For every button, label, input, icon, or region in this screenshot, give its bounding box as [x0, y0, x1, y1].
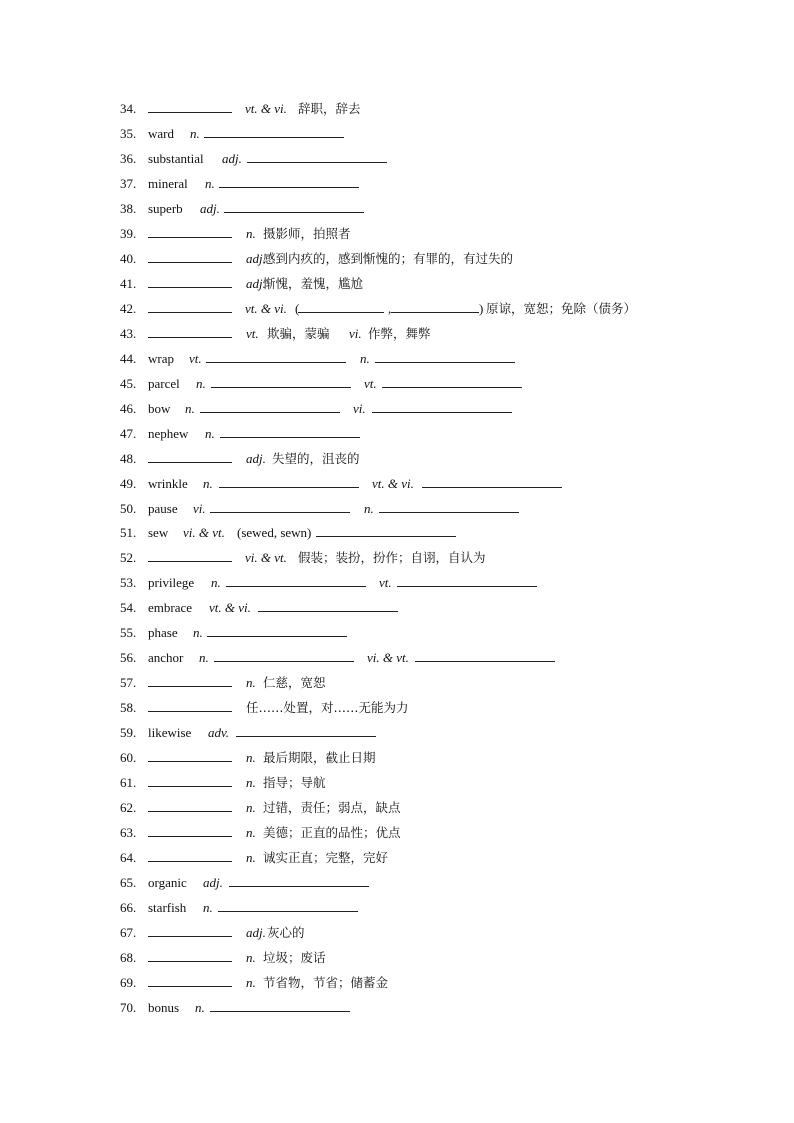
item-number: 54. — [120, 600, 137, 616]
part-of-speech: n. — [185, 400, 195, 416]
part-of-speech: vi. — [349, 325, 362, 341]
item-number: 40. — [120, 250, 137, 266]
inline-text: (sewed, sewn) — [237, 525, 312, 541]
answer-blank[interactable] — [207, 622, 347, 637]
chinese-meaning: 指导；导航 — [263, 775, 326, 791]
item-number: 58. — [120, 700, 137, 716]
chinese-meaning: 原谅，宽恕；免除（债务） — [486, 300, 637, 316]
english-word: pause — [148, 500, 178, 516]
item-number: 56. — [120, 650, 137, 666]
part-of-speech: vi. & vt. — [183, 525, 225, 541]
answer-blank[interactable] — [422, 473, 562, 488]
answer-blank[interactable] — [382, 373, 522, 388]
part-of-speech: adj. — [246, 275, 266, 291]
inline-text: ) — [479, 300, 484, 316]
english-word: mineral — [148, 175, 188, 191]
item-number: 61. — [120, 775, 137, 791]
chinese-meaning: 美德；正直的品性；优点 — [263, 825, 401, 841]
answer-blank[interactable] — [206, 348, 346, 363]
part-of-speech: adv. — [208, 725, 230, 741]
part-of-speech: vt. — [379, 575, 392, 591]
item-number: 41. — [120, 275, 137, 291]
part-of-speech: n. — [190, 125, 200, 141]
answer-blank[interactable] — [148, 947, 232, 962]
english-word: phase — [148, 625, 178, 641]
part-of-speech: vt. & vi. — [245, 101, 287, 116]
answer-blank[interactable] — [219, 173, 359, 188]
item-number: 63. — [120, 825, 137, 841]
answer-blank[interactable] — [226, 572, 366, 587]
item-number: 46. — [120, 400, 137, 416]
english-word: bonus — [148, 999, 180, 1015]
answer-blank[interactable] — [148, 223, 232, 238]
answer-blank[interactable] — [148, 697, 232, 712]
chinese-meaning: 垃圾；废话 — [263, 949, 326, 965]
item-number: 52. — [120, 550, 137, 566]
answer-blank[interactable] — [148, 797, 232, 812]
item-number: 59. — [120, 725, 137, 741]
part-of-speech: vt. & vi. — [245, 300, 287, 316]
item-number: 49. — [120, 475, 137, 491]
answer-blank[interactable] — [148, 772, 232, 787]
answer-blank[interactable] — [148, 747, 232, 762]
item-number: 60. — [120, 750, 137, 766]
item-number: 68. — [120, 949, 137, 965]
chinese-meaning: 诚实正直；完整，完好 — [263, 850, 389, 866]
answer-blank[interactable] — [397, 572, 537, 587]
answer-blank[interactable] — [236, 722, 376, 737]
english-word: organic — [148, 875, 187, 891]
item-number: 43. — [120, 325, 137, 341]
part-of-speech: n. — [211, 575, 221, 591]
item-number: 37. — [120, 175, 137, 191]
chinese-meaning: 任……处置，对……无能为力 — [246, 700, 409, 716]
english-word: ward — [148, 125, 174, 141]
part-of-speech: vt. — [189, 350, 202, 366]
chinese-meaning: 作弊，舞弊 — [368, 325, 431, 341]
part-of-speech: adj. — [203, 875, 223, 891]
answer-blank[interactable] — [148, 273, 232, 288]
english-word: substantial — [148, 150, 204, 166]
english-word: sew — [148, 525, 169, 541]
item-number: 39. — [120, 225, 137, 241]
part-of-speech: n. — [246, 775, 256, 791]
answer-blank[interactable] — [210, 498, 350, 513]
part-of-speech: vi. & vt. — [367, 650, 409, 666]
answer-blank[interactable] — [200, 398, 340, 413]
part-of-speech: vi. — [193, 500, 206, 516]
part-of-speech: n. — [360, 350, 370, 366]
english-word: embrace — [148, 600, 193, 616]
part-of-speech: n. — [193, 625, 203, 641]
answer-blank[interactable] — [316, 522, 456, 537]
part-of-speech: n. — [246, 750, 256, 766]
part-of-speech: vt. — [364, 375, 377, 391]
chinese-meaning: 过错，责任；弱点，缺点 — [263, 800, 401, 816]
part-of-speech: n. — [246, 225, 256, 241]
item-number: 53. — [120, 575, 137, 591]
part-of-speech: adj. — [222, 150, 242, 166]
answer-blank[interactable] — [148, 448, 232, 463]
item-number: 38. — [120, 200, 137, 216]
part-of-speech: vi. & vt. — [245, 550, 287, 566]
chinese-meaning: 失望的，沮丧的 — [272, 450, 360, 466]
part-of-speech: adj. — [246, 450, 266, 466]
answer-blank[interactable] — [229, 872, 369, 887]
answer-blank[interactable] — [218, 897, 358, 912]
item-number: 47. — [120, 425, 137, 441]
part-of-speech: vi. — [353, 400, 366, 416]
part-of-speech: n. — [246, 850, 256, 866]
part-of-speech: n. — [196, 375, 206, 391]
answer-blank[interactable] — [148, 323, 232, 338]
answer-blank[interactable] — [204, 123, 344, 138]
item-number: 51. — [120, 525, 137, 541]
answer-blank[interactable] — [375, 348, 515, 363]
item-number: 34. — [120, 101, 137, 116]
chinese-meaning: 辞职，辞去 — [298, 101, 361, 116]
answer-blank[interactable] — [148, 298, 232, 313]
item-number: 45. — [120, 375, 137, 391]
chinese-meaning: 摄影师，拍照者 — [263, 225, 351, 241]
answer-blank[interactable] — [148, 547, 232, 562]
answer-blank[interactable] — [372, 398, 512, 413]
english-word: superb — [148, 200, 183, 216]
part-of-speech: vt. — [246, 325, 259, 341]
english-word: bow — [148, 400, 171, 416]
answer-blank[interactable] — [148, 672, 232, 687]
answer-blank[interactable] — [219, 473, 359, 488]
answer-blank[interactable] — [247, 148, 387, 163]
answer-blank[interactable] — [214, 647, 354, 662]
part-of-speech: n. — [199, 650, 209, 666]
answer-blank[interactable] — [379, 498, 519, 513]
inline-text: ( — [295, 300, 300, 316]
item-number: 64. — [120, 850, 137, 866]
item-number: 55. — [120, 625, 137, 641]
part-of-speech: n. — [246, 974, 256, 990]
english-word: parcel — [148, 375, 180, 391]
answer-blank[interactable] — [210, 997, 350, 1012]
part-of-speech: n. — [364, 500, 374, 516]
item-number: 44. — [120, 350, 137, 366]
item-number: 62. — [120, 800, 137, 816]
chinese-meaning: 灰心的 — [267, 925, 305, 940]
answer-blank[interactable] — [258, 597, 398, 612]
chinese-meaning: 仁慈，宽恕 — [263, 675, 326, 691]
answer-blank[interactable] — [148, 847, 232, 862]
part-of-speech: adj. — [246, 250, 266, 266]
item-number: 36. — [120, 150, 137, 166]
answer-blank[interactable] — [220, 423, 360, 438]
part-of-speech: n. — [205, 425, 215, 441]
answer-blank[interactable] — [148, 922, 232, 937]
answer-blank[interactable] — [298, 298, 384, 313]
chinese-meaning: 惭愧，羞愧，尴尬 — [263, 275, 364, 291]
answer-blank[interactable] — [211, 373, 351, 388]
part-of-speech: n. — [246, 949, 256, 965]
english-word: starfish — [148, 900, 187, 916]
chinese-meaning: 最后期限，截止日期 — [263, 750, 376, 766]
chinese-meaning: 假装；装扮，扮作；自诩，自认为 — [298, 550, 486, 566]
part-of-speech: vt. & vi. — [209, 600, 251, 616]
part-of-speech: vt. & vi. — [372, 475, 414, 491]
part-of-speech: n. — [246, 825, 256, 841]
part-of-speech: n. — [203, 900, 213, 916]
part-of-speech: n. — [246, 800, 256, 816]
item-number: 69. — [120, 974, 137, 990]
part-of-speech: adj. — [200, 200, 220, 216]
english-word: anchor — [148, 650, 184, 666]
chinese-meaning: 节省物，节省；储蓄金 — [263, 974, 389, 990]
part-of-speech: n. — [203, 475, 213, 491]
item-number: 70. — [120, 999, 137, 1015]
item-number: 50. — [120, 500, 137, 516]
item-number: 48. — [120, 450, 137, 466]
english-word: nephew — [148, 425, 189, 441]
answer-blank[interactable] — [148, 248, 232, 263]
english-word: wrinkle — [148, 475, 188, 491]
chinese-meaning: 欺骗，蒙骗 — [267, 325, 330, 341]
item-number: 35. — [120, 125, 137, 141]
answer-blank[interactable] — [391, 298, 479, 313]
answer-blank[interactable] — [148, 822, 232, 837]
answer-blank[interactable] — [224, 198, 364, 213]
part-of-speech: n. — [195, 999, 205, 1015]
part-of-speech: adj. — [246, 925, 266, 940]
part-of-speech: n. — [246, 675, 256, 691]
chinese-meaning: 感到内疚的，感到惭愧的；有罪的，有过失的 — [263, 250, 514, 266]
english-word: privilege — [148, 575, 195, 591]
english-word: likewise — [148, 725, 192, 741]
item-number: 65. — [120, 875, 137, 891]
item-number: 57. — [120, 675, 137, 691]
answer-blank[interactable] — [415, 647, 555, 662]
answer-blank[interactable] — [148, 972, 232, 987]
answer-blank[interactable] — [148, 98, 232, 113]
english-word: wrap — [148, 350, 174, 366]
item-number: 42. — [120, 300, 137, 316]
item-number: 66. — [120, 900, 137, 916]
part-of-speech: n. — [205, 175, 215, 191]
item-number: 67. — [120, 925, 137, 940]
inline-text: , — [388, 300, 392, 316]
